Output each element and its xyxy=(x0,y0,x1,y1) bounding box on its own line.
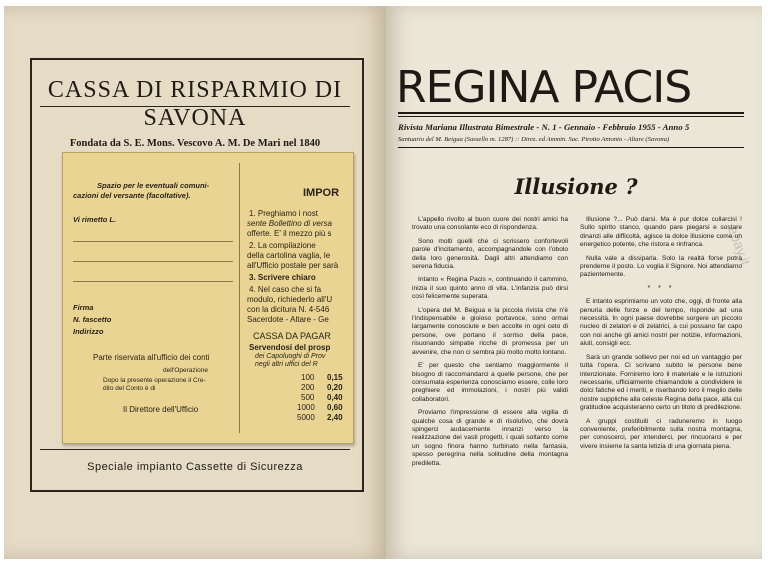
slip-item-4d: Sacerdote - Altare - Ge xyxy=(247,315,329,324)
right-page xyxy=(386,6,762,559)
paragraph: L'appello rivolto al buon cuore dei nostri amici ha trovato una consolante eco di rispondenza. xyxy=(412,216,568,232)
slip-credito: dito del Conto è di xyxy=(103,385,156,392)
slip-item-4c: con la dicitura N. 4-546 xyxy=(247,305,330,314)
slip-firma: Firma xyxy=(73,303,94,312)
bank-ad-subheading: Fondata da S. E. Mons. Vescovo A. M. De Mari nel 1840 xyxy=(69,138,321,149)
slip-box-title-1: Spazio per le eventuali comuni- xyxy=(97,181,210,190)
slip-amount-2: 200 xyxy=(301,383,315,392)
slip-amount-4: 1000 xyxy=(297,403,315,412)
slip-rate-3: 0,40 xyxy=(327,393,343,402)
slip-rate-5: 2,40 xyxy=(327,413,343,422)
paragraph: Intanto « Regina Pacis », continuando il cammino, inizia il suo quinto anno di vita. L'infanzia può dirsi così felicemente superata. xyxy=(412,276,568,301)
watermark: ebay.it xyxy=(724,224,754,268)
postal-slip xyxy=(62,152,354,444)
slip-capoluoghi: dei Capoluoghi di Prov xyxy=(255,353,326,360)
slip-impor: IMPOR xyxy=(303,187,340,199)
paragraph: Proviamo l'impressione di essere alla vigilia di qualche cosa di grande e di risolutivo, che dovrà spingerci audacemente innanzi verso la realizzazione dei vasti progetti, i quali soltanto come un sogno finora hanno turbinato nella fantasia, spesso peregrina nella solitudine della montagna prediletta. xyxy=(412,409,568,467)
slip-fascetto: N. fascetto xyxy=(73,315,112,324)
slip-dell-operazione: dell'Operazione xyxy=(163,367,208,374)
slip-item-1: 1. Preghiamo i nost xyxy=(249,209,318,218)
slip-amount-3: 500 xyxy=(301,393,315,402)
magazine-spread xyxy=(4,6,762,559)
slip-indirizzo: Indirizzo xyxy=(73,327,104,336)
paragraph: L'opera del M. Beigua e la piccola rivista che n'è l'indispensabile e gioioso portavoce, sono ormai largamente conosciute e ben accolte in ogni ceto di persone, ove portano il sorriso della pace, risuonando simpatie ricche di promessa per un avvenire, che non ci sembra più molto molto lontano. xyxy=(412,306,568,356)
paragraph: E intanto esprimiamo un voto che, oggi, di fronte alla penuria delle forze e del tempo, risponde ad una necessità. In ogni paese dovrebbe sorgere un piccolo nucleo di zelatori e di zelatrici, a cui possano far capo con noi anche gli amici nostri per notizie, informazioni, aiuti, consigli ecc. xyxy=(580,298,742,348)
slip-rate-4: 0,60 xyxy=(327,403,343,412)
slip-cassa: CASSA DA PAGAR xyxy=(253,331,331,341)
ad-rule xyxy=(40,106,350,107)
slip-item-2c: all'Ufficio postale per sarà xyxy=(247,261,339,270)
left-page xyxy=(4,6,386,559)
issue-info: Rivista Mariana Illustrata Bimestrale - N. 1 - Gennaio - Febbraio 1955 - Anno 5 xyxy=(398,122,690,132)
paragraph: Nulla vale a dissiparla. Solo la realtà forse potrà prenderne il posto. Lo voglia il Signore. Noi attendiamo pazientemente. xyxy=(580,254,742,279)
masthead-rule-bottom xyxy=(398,147,744,148)
paragraph: A gruppi costituiti ci raduneremo in luogo conveniente, preferibilmente sulla nostra montagna, per conoscerci, per intenderci, per rincuorarci e per vivere insieme la santa letizia di una giornata piena. xyxy=(580,417,742,450)
slip-item-1c: offerte. E' il mezzo più s xyxy=(247,229,332,238)
slip-rate-1: 0,15 xyxy=(327,373,343,382)
slip-line xyxy=(73,241,233,242)
slip-direttore: Il Direttore dell'Ufficio xyxy=(123,405,199,414)
slip-riservata: Parte riservata all'ufficio dei conti xyxy=(93,353,210,362)
ad-footer-rule xyxy=(40,449,350,450)
masthead-rule xyxy=(398,112,744,114)
slip-item-1b: sente Bollettino di versa xyxy=(247,219,332,228)
article-column-1 xyxy=(412,216,568,473)
slip-item-2b: della cartolina vaglia, le xyxy=(247,251,331,260)
slip-line xyxy=(73,261,233,262)
bank-ad-footer: Speciale impianto Cassette di Sicurezza xyxy=(87,461,303,473)
paragraph: Sono molti quelli che ci scrissero confortevoli parole d'incitamento, accompagnandole con l'obolo della loro generosità. Dagli altri attendiamo con serena fiducia. xyxy=(412,237,568,271)
masthead-rule-thin xyxy=(398,116,744,117)
paragraph: Sarà un grande sollievo per noi ed un vantaggio per tutta l'opera. Ci scrivano subito le persone bene intenzionate. Forniremo loro il materiale e le istruzioni necessarie, ufficialmente chiamandole a condividere le dolci fatiche ed i meriti, e riserbando loro il meglio delle nostre suppliche alla celeste Regina della pace, alla cui gratitudine acquisteranno certo un titolo di predilezione. xyxy=(580,353,742,412)
slip-vi-rimetto: Vi rimetto L. xyxy=(73,215,117,224)
slip-item-3: 3. Scrivere chiaro xyxy=(249,273,316,282)
slip-amount-5: 5000 xyxy=(297,413,315,422)
slip-line xyxy=(73,281,233,282)
magazine-logo: REGINA PACIS xyxy=(396,62,692,113)
slip-item-2: 2. La compilazione xyxy=(249,241,316,250)
slip-item-4: 4. Nel caso che si fa xyxy=(249,285,322,294)
paragraph: E' per questo che sentiamo maggiormente il bisogno di raccomandarci a quelle persone, che per consumata esperienza conosciamo essere, colle loro preghiere ed immolazioni, i nostri più validi collaboratori. xyxy=(412,362,568,403)
slip-divider xyxy=(239,163,240,433)
slip-rate-2: 0,20 xyxy=(327,383,343,392)
slip-servendosi: Servendosi del prosp xyxy=(249,343,331,352)
paragraph: Illusione ?... Può darsi. Ma è pur dolce cullarcisi ! Sullo spirito stanco, quando pare piegarsi e sostare dinanzi alle difficoltà, agisce la dolce illusione come un energetico potente, che ristora e rinfranca. xyxy=(580,216,742,249)
slip-amount-1: 100 xyxy=(301,373,315,382)
slip-negli: negli altri uffici del R xyxy=(255,361,318,368)
section-stars: * * * xyxy=(647,284,675,292)
article-title: Illusione ? xyxy=(514,174,638,199)
slip-dopo: Dopo la presente operazione il Cre- xyxy=(103,377,206,384)
slip-item-4b: modulo, richiederlo all'U xyxy=(247,295,333,304)
slip-box-title-2: cazioni del versante (facoltative). xyxy=(73,191,191,200)
bank-ad-heading: CASSA DI RISPARMIO DI SAVONA xyxy=(47,77,343,131)
article-column-2 xyxy=(580,216,742,456)
publisher-info: Santuario del M. Beigua (Sassello m. 1287) :: Direz. ed Ammin. Sac. Pirotto Antonio - Altare (Savona) xyxy=(398,136,670,143)
